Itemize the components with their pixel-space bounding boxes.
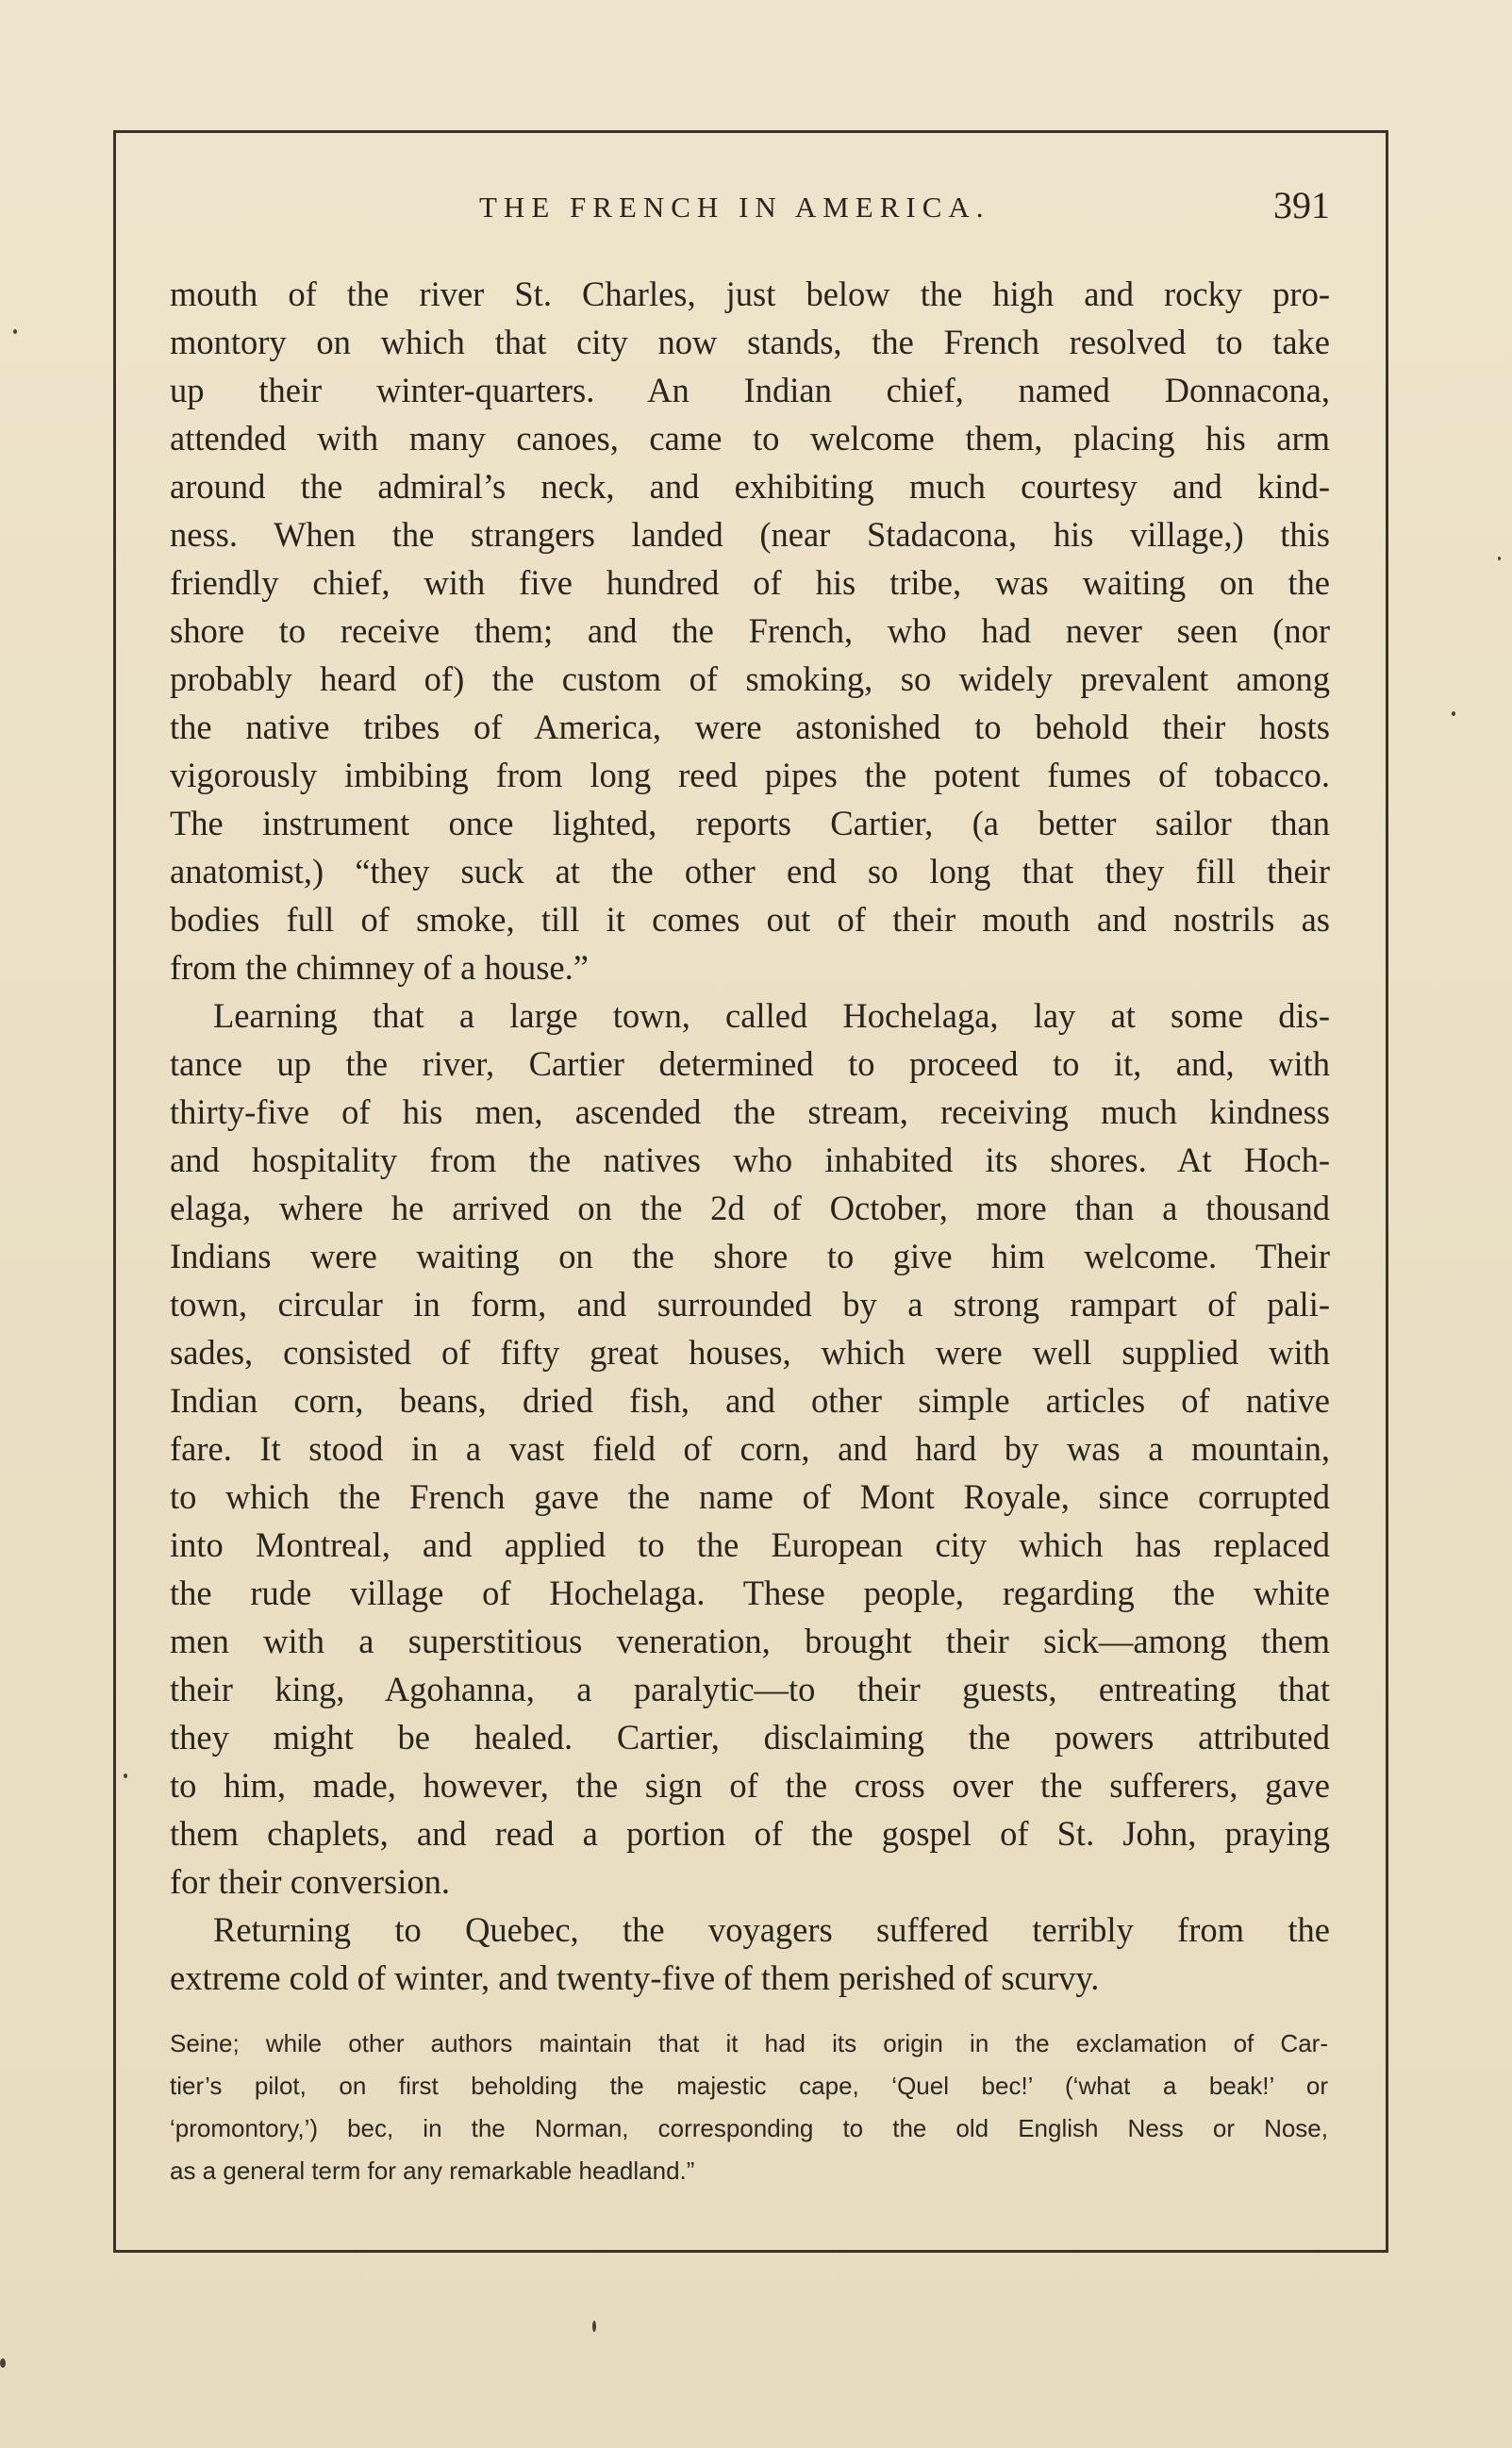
ink-speck <box>592 2321 596 2332</box>
text-line: from the chimney of a house.” <box>170 948 589 987</box>
text-line: Indians were waiting on the shore to give him welcome. Their <box>170 1237 1330 1275</box>
text-line: them chaplets, and read a portion of the gospel of St. John, praying <box>170 1814 1330 1853</box>
text-line: attended with many canoes, came to welcome them, placing his arm <box>170 419 1330 458</box>
text-line: vigorously imbibing from long reed pipes the potent fumes of tobacco. <box>170 756 1330 794</box>
page-number: 391 <box>1273 184 1330 226</box>
text-line: tance up the river, Cartier determined to proceed to it, and, with <box>170 1044 1330 1083</box>
text-line: Returning to Quebec, the voyagers suffered terribly from the <box>213 1910 1330 1949</box>
text-line: Learning that a large town, called Hochelaga, lay at some dis- <box>213 996 1330 1035</box>
text-line: men with a superstitious veneration, brought their sick—among them <box>170 1622 1330 1660</box>
footnote-line: tier’s pilot, on first beholding the majestic cape, ‘Quel bec!’ (‘what a beak!’ or <box>170 2072 1328 2100</box>
text-line: for their conversion. <box>170 1862 450 1901</box>
text-line: probably heard of) the custom of smoking, so widely prevalent among <box>170 659 1330 698</box>
text-line: ness. When the strangers landed (near Stadacona, his village,) this <box>170 515 1330 554</box>
footnote-line: as a general term for any remarkable headland.” <box>170 2157 695 2185</box>
running-title: THE FRENCH IN AMERICA. <box>479 191 990 224</box>
text-line: Indian corn, beans, dried fish, and other simple articles of native <box>170 1381 1330 1420</box>
text-line: their king, Agohanna, a paralytic—to their guests, entreating that <box>170 1670 1330 1708</box>
text-line: friendly chief, with five hundred of his tribe, was waiting on the <box>170 563 1330 602</box>
text-line: town, circular in form, and surrounded by a strong rampart of pali- <box>170 1285 1330 1324</box>
footnote-line: Seine; while other authors maintain that it had its origin in the exclamation of Car- <box>170 2029 1328 2057</box>
ink-speck <box>124 1774 127 1778</box>
ink-speck <box>1498 557 1501 560</box>
ink-speck <box>0 2358 6 2368</box>
text-line: elaga, where he arrived on the 2d of October, more than a thousand <box>170 1189 1330 1227</box>
text-line: to him, made, however, the sign of the cross over the sufferers, gave <box>170 1766 1330 1805</box>
text-line: thirty-five of his men, ascended the stream, receiving much kindness <box>170 1092 1330 1131</box>
ink-speck <box>13 329 17 334</box>
text-line: mouth of the river St. Charles, just below the high and rocky pro- <box>170 275 1330 313</box>
text-line: the rude village of Hochelaga. These people, regarding the white <box>170 1574 1330 1612</box>
text-line: anatomist,) “they suck at the other end so long that they fill their <box>170 852 1330 891</box>
text-line: shore to receive them; and the French, who had never seen (nor <box>170 611 1330 650</box>
footnote-line: ‘promontory,’) bec, in the Norman, corresponding to the old English Ness or Nose, <box>170 2114 1328 2142</box>
text-line: montory on which that city now stands, the French resolved to take <box>170 323 1330 361</box>
text-line: bodies full of smoke, till it comes out of their mouth and nostrils as <box>170 900 1330 939</box>
text-line: sades, consisted of fifty great houses, which were well supplied with <box>170 1333 1330 1372</box>
text-line: extreme cold of winter, and twenty-five of them perished of scurvy. <box>170 1958 1100 1997</box>
body-text <box>170 270 1330 2002</box>
text-line: up their winter-quarters. An Indian chief, named Donnacona, <box>170 371 1330 409</box>
ink-speck <box>1452 711 1455 716</box>
text-line: around the admiral’s neck, and exhibiting much courtesy and kind- <box>170 467 1330 506</box>
text-line: fare. It stood in a vast field of corn, and hard by was a mountain, <box>170 1429 1330 1468</box>
text-line: they might be healed. Cartier, disclaiming the powers attributed <box>170 1718 1330 1757</box>
text-line: the native tribes of America, were astonished to behold their hosts <box>170 708 1330 746</box>
footnote <box>170 2023 1328 2192</box>
text-line: to which the French gave the name of Mont Royale, since corrupted <box>170 1477 1330 1516</box>
text-line: The instrument once lighted, reports Cartier, (a better sailor than <box>170 804 1330 842</box>
text-line: and hospitality from the natives who inhabited its shores. At Hoch- <box>170 1141 1330 1179</box>
running-head <box>0 183 1512 240</box>
text-line: into Montreal, and applied to the European city which has replaced <box>170 1525 1330 1564</box>
